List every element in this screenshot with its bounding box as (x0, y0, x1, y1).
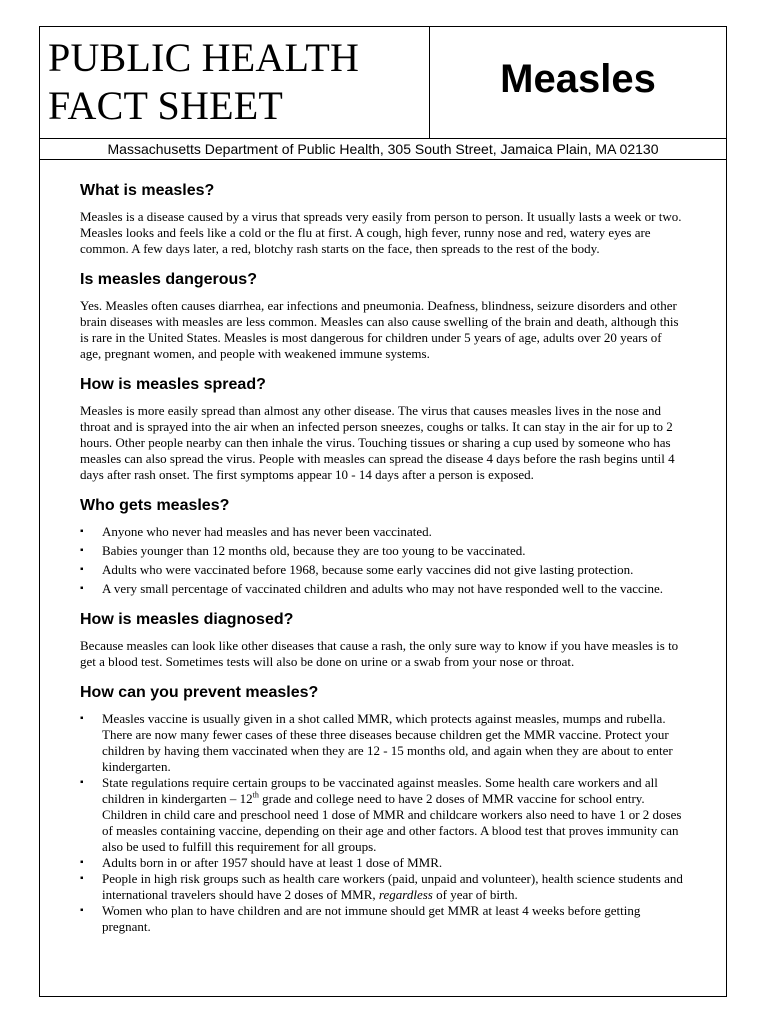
section-diagnosed (80, 611, 686, 670)
list-item-text: Measles vaccine is usually given in a shot called MMR, which protects against measles, mumps and rubella. There are now many fewer cases of these three diseases because children get the MMR vaccine. Protect your children by having them vaccinated when they are 12 - 15 months old, and again when they are about to enter kindergarten. (102, 711, 673, 774)
heading-spread: How is measles spread? (80, 376, 266, 393)
list-item-text: Adults born in or after 1957 should have at least 1 dose of MMR. (102, 855, 443, 870)
list-item-text: A very small percentage of vaccinated children and adults who may not have responded well to the vaccine. (102, 581, 663, 596)
heading-what: What is measles? (80, 182, 215, 199)
title-line-1: PUBLIC HEALTH (48, 35, 360, 80)
heading-dangerous: Is measles dangerous? (80, 271, 257, 288)
list-item (80, 581, 686, 597)
list-item-text: grade and college need to have 2 doses of MMR vaccine for school entry. Children in child care and preschool need 1 dose of MMR and childcare workers also need to have 1 or 2 doses of measles containing vaccine, depending on their age and other factors. A blood test that proves immunity can also be used to fulfill this requirement for all groups. (102, 791, 682, 854)
list-item-text: Anyone who never had measles and has never been vaccinated. (102, 524, 432, 539)
list-item (80, 871, 686, 903)
bullet-icon: ▪ (80, 905, 84, 916)
list-item (80, 711, 686, 775)
who-list (80, 524, 686, 597)
list-item-text: State regulations require certain groups to be vaccinated against measles. Some health care workers and all children in kindergarten – 12 (102, 775, 658, 806)
content (40, 160, 726, 935)
list-item (80, 903, 686, 935)
list-item (80, 524, 686, 540)
section-dangerous (80, 271, 686, 362)
title-line-2: FACT SHEET (48, 83, 283, 128)
bullet-icon: ▪ (80, 713, 84, 724)
prevent-list (80, 711, 686, 935)
list-item (80, 543, 686, 559)
body-diagnosed: Because measles can look like other diseases that cause a rash, the only sure way to know if you have measles is to get a blood test. Sometimes tests will also be done on urine or a swab from your nose or throat. (80, 638, 679, 669)
emphasis-text: regardless (378, 887, 433, 902)
superscript: th (252, 790, 259, 800)
body-spread: Measles is more easily spread than almost any other disease. The virus that causes measles lives in the nose and throat and is sprayed into the air when an infected person sneezes, coughs or talks. It can stay in the air for up to 2 hours. Other people nearby can then inhale the virus. Touching tissues or sharing a cup used by someone who has measles can also spread the virus. People with measles can spread the disease 4 days before the rash begins until 4 days after rash onset. The first symptoms appear 10 - 14 days after a person is exposed. (80, 403, 675, 482)
bullet-icon: ▪ (80, 873, 84, 884)
list-item (80, 855, 686, 871)
list-item-text: Adults who were vaccinated before 1968, because some early vaccines did not give lasting protection. (102, 562, 634, 577)
bullet-icon: ▪ (80, 526, 84, 537)
section-prevent (80, 684, 686, 935)
header (40, 27, 726, 139)
body-dangerous: Yes. Measles often causes diarrhea, ear infections and pneumonia. Deafness, blindness, seizure disorders and other brain diseases with measles are less common. Measles can also cause swelling of the brain and death, although this is rare in the United States. Measles is most dangerous for children under 5 years of age, adults over 20 years of age, pregnant women, and people with weakened immune systems. (80, 298, 679, 361)
list-item (80, 562, 686, 578)
list-item-text: of year of birth. (432, 887, 518, 902)
body-what: Measles is a disease caused by a virus that spreads very easily from person to person. It usually lasts a week or two. Measles looks and feels like a cold or the flu at first. A cough, high fever, runny nose and red, watery eyes are common. A few days later, a red, blotchy rash starts on the face, then spreads to the rest of the body. (80, 209, 682, 256)
section-spread (80, 376, 686, 483)
heading-who: Who gets measles? (80, 497, 230, 514)
list-item-text: People in high risk groups such as health care workers (paid, unpaid and volunteer), health science students and international travelers should have 2 doses of MMR, (102, 871, 683, 902)
topic-title: Measles (500, 57, 656, 101)
heading-diagnosed: How is measles diagnosed? (80, 611, 294, 628)
section-who (80, 497, 686, 597)
fact-sheet (39, 26, 727, 997)
bullet-icon: ▪ (80, 564, 84, 575)
bullet-icon: ▪ (80, 777, 84, 788)
list-item-text: Babies younger than 12 months old, because they are too young to be vaccinated. (102, 543, 526, 558)
heading-prevent: How can you prevent measles? (80, 684, 319, 701)
list-item-text: Women who plan to have children and are not immune should get MMR at least 4 weeks before getting pregnant. (102, 903, 641, 934)
sheet-title (40, 27, 430, 138)
list-item (80, 775, 686, 855)
section-what (80, 182, 686, 257)
bullet-icon: ▪ (80, 545, 84, 556)
bullet-icon: ▪ (80, 583, 84, 594)
department-address: Massachusetts Department of Public Health, 305 South Street, Jamaica Plain, MA 02130 (40, 139, 726, 160)
bullet-icon: ▪ (80, 857, 84, 868)
